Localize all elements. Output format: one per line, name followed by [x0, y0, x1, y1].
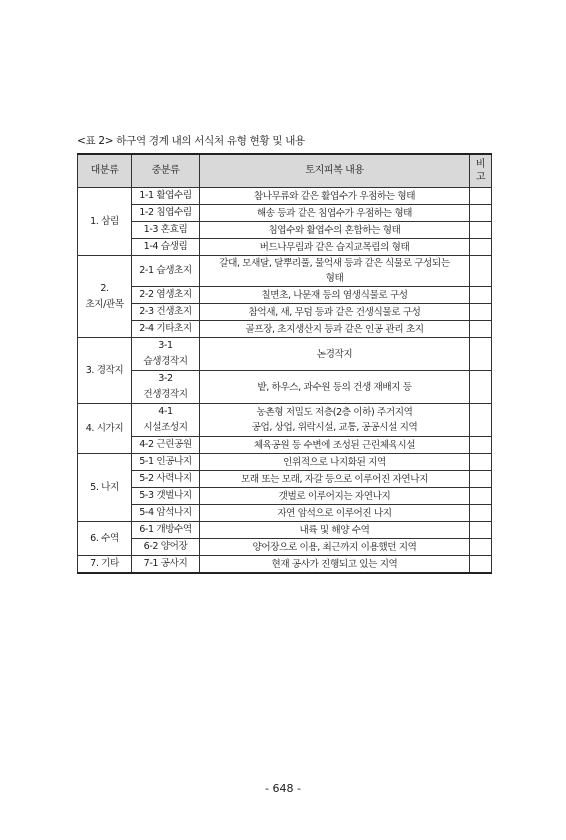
- table-row: [78, 522, 492, 539]
- table-row: [78, 488, 492, 505]
- note-cell: [470, 454, 492, 471]
- middle-category: 4-2 근린공원: [132, 437, 200, 454]
- cover-description: 갯벌로 이루어지는 자연나지: [200, 488, 470, 505]
- middle-category: 2-2 염생초지: [132, 287, 200, 304]
- cover-description: 칠면초, 나문재 등의 염생식물로 구성: [200, 287, 470, 304]
- middle-category: 2-3 건생초지: [132, 304, 200, 321]
- cover-description: [200, 404, 470, 437]
- middle-category: 1-4 습생림: [132, 239, 200, 256]
- cover-description: 골프장, 초지생산지 등과 같은 인공 관리 초지: [200, 321, 470, 338]
- header-content: 토지피복 내용: [200, 154, 470, 188]
- cover-description: 자연 암석으로 이루어진 나지: [200, 505, 470, 522]
- middle-category: 6-1 개방수역: [132, 522, 200, 539]
- table-row: [78, 205, 492, 222]
- middle-category-line1: 4-1: [158, 406, 173, 417]
- table-row: [78, 239, 492, 256]
- note-cell: [470, 256, 492, 287]
- table-caption: <표 2> 하구역 경계 내의 서식처 유형 현황 및 내용: [77, 135, 305, 147]
- major-category: 6. 수역: [78, 522, 132, 556]
- cover-description: 논경작지: [200, 338, 470, 371]
- cover-description: 체육공원 등 수변에 조성된 근린체육시설: [200, 437, 470, 454]
- middle-category: 6-2 양어장: [132, 539, 200, 556]
- middle-category: 7-1 공사지: [132, 556, 200, 574]
- note-cell: [470, 471, 492, 488]
- note-cell: [470, 522, 492, 539]
- page-number: - 648 -: [265, 782, 301, 795]
- note-cell: [470, 321, 492, 338]
- habitat-type-table: [77, 153, 492, 574]
- cover-description: 해송 등과 같은 침엽수가 우점하는 형태: [200, 205, 470, 222]
- middle-category: 5-3 갯벌나지: [132, 488, 200, 505]
- table-row: [78, 188, 492, 205]
- cover-description-line1: 농촌형 저밀도 저층(2층 이하) 주거지역: [256, 407, 413, 418]
- middle-category: 5-4 암석나지: [132, 505, 200, 522]
- major-category: 3. 경작지: [78, 338, 132, 404]
- cover-description: 참나무류와 같은 활엽수가 우점하는 형태: [200, 188, 470, 205]
- note-cell: [470, 404, 492, 437]
- note-cell: [470, 539, 492, 556]
- major-category: 1. 삼림: [78, 188, 132, 256]
- middle-category: 1-1 활엽수림: [132, 188, 200, 205]
- cover-description: 침엽수와 활엽수의 혼합하는 형태: [200, 222, 470, 239]
- major-category: 4. 시가지: [78, 404, 132, 454]
- table-row: [78, 556, 492, 574]
- table-row: [78, 404, 492, 437]
- table-row: [78, 437, 492, 454]
- note-cell: [470, 304, 492, 321]
- table-row: [78, 471, 492, 488]
- cover-description-line2: 형태: [325, 273, 344, 284]
- middle-category: 1-2 침엽수림: [132, 205, 200, 222]
- middle-category: 2-1 습생초지: [132, 256, 200, 287]
- middle-category: 5-2 사력나지: [132, 471, 200, 488]
- header-note-line2: 고: [475, 172, 486, 183]
- major-category: [78, 256, 132, 338]
- cover-description: 내륙 및 해양 수역: [200, 522, 470, 539]
- note-cell: [470, 556, 492, 574]
- middle-category: [132, 404, 200, 437]
- middle-category: 5-1 인공나지: [132, 454, 200, 471]
- middle-category: [132, 371, 200, 404]
- table-row: [78, 256, 492, 287]
- table-row: [78, 321, 492, 338]
- note-cell: [470, 222, 492, 239]
- middle-category-line2: 시설조성지: [143, 422, 188, 433]
- header-middle: 중분류: [132, 154, 200, 188]
- cover-description: 밭, 하우스, 과수원 등의 건생 재배지 등: [200, 371, 470, 404]
- note-cell: [470, 239, 492, 256]
- table-row: [78, 454, 492, 471]
- table-row: [78, 539, 492, 556]
- note-cell: [470, 437, 492, 454]
- table-header-row: [78, 154, 492, 188]
- note-cell: [470, 371, 492, 404]
- note-cell: [470, 287, 492, 304]
- note-cell: [470, 338, 492, 371]
- table-row: [78, 371, 492, 404]
- cover-description: 인위적으로 나지화된 지역: [200, 454, 470, 471]
- table-row: [78, 287, 492, 304]
- major-category: 5. 나지: [78, 454, 132, 522]
- major-category-line2: 초지/관목: [85, 298, 124, 310]
- cover-description: 모래 또는 모래, 자갈 등으로 이루어진 자연나지: [200, 471, 470, 488]
- cover-description-line2: 공업, 상업, 위락시설, 교통, 공공시설 지역: [251, 422, 418, 433]
- cover-description-line1: 갈대, 모새달, 달뿌리풀, 물억새 등과 같은 식물로 구성되는: [219, 258, 450, 269]
- major-category-line1: 2.: [100, 282, 109, 294]
- middle-category: 2-4 기타초지: [132, 321, 200, 338]
- major-category: 7. 기타: [78, 556, 132, 574]
- header-major: 대분류: [78, 154, 132, 188]
- note-cell: [470, 188, 492, 205]
- header-note-line1: 비: [475, 159, 486, 170]
- cover-description: 양어장으로 이용, 최근까지 이용했던 지역: [200, 539, 470, 556]
- note-cell: [470, 205, 492, 222]
- middle-category-line1: 3-2: [158, 373, 173, 384]
- cover-description: 버드나무림과 같은 습지교목림의 형태: [200, 239, 470, 256]
- table-row: [78, 338, 492, 371]
- middle-category: 1-3 혼효림: [132, 222, 200, 239]
- cover-description: [200, 256, 470, 287]
- table-row: [78, 304, 492, 321]
- note-cell: [470, 488, 492, 505]
- table-row: [78, 222, 492, 239]
- header-note: [470, 154, 492, 188]
- table-row: [78, 505, 492, 522]
- middle-category-line1: 3-1: [158, 340, 173, 351]
- note-cell: [470, 505, 492, 522]
- middle-category: [132, 338, 200, 371]
- middle-category-line2: 습생경작지: [143, 356, 188, 367]
- cover-description: 현재 공사가 진행되고 있는 지역: [200, 556, 470, 574]
- cover-description: 참억새, 새, 무덤 등과 같은 건생식물로 구성: [200, 304, 470, 321]
- middle-category-line2: 건생경작지: [143, 389, 188, 400]
